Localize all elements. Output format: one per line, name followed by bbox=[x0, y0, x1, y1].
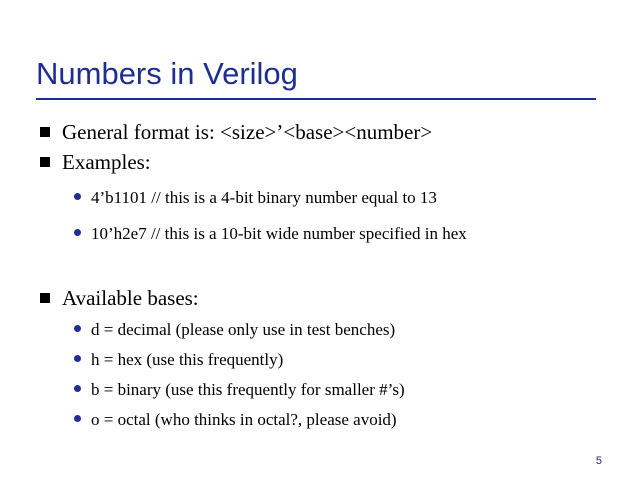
round-bullet-icon bbox=[74, 193, 81, 200]
base-text: b = binary (use this frequently for smaller #’s) bbox=[91, 380, 405, 399]
round-bullet-icon bbox=[74, 415, 81, 422]
bullet-text: General format is: <size>’<base><number> bbox=[62, 120, 433, 144]
bullet-text: Available bases: bbox=[62, 286, 199, 310]
base-text: d = decimal (please only use in test benches) bbox=[91, 320, 396, 339]
square-bullet-icon bbox=[40, 127, 50, 137]
bullet-available-bases bbox=[40, 286, 199, 311]
square-bullet-icon bbox=[40, 293, 50, 303]
round-bullet-icon bbox=[74, 229, 81, 236]
example-item bbox=[74, 224, 467, 244]
base-item bbox=[74, 320, 395, 340]
bullet-examples bbox=[40, 150, 151, 175]
slide-title: Numbers in Verilog bbox=[36, 56, 298, 91]
title-underline bbox=[36, 98, 596, 100]
bullet-general-format bbox=[40, 120, 432, 145]
round-bullet-icon bbox=[74, 325, 81, 332]
base-item bbox=[74, 350, 283, 370]
page-number: 5 bbox=[595, 455, 602, 467]
base-text: h = hex (use this frequently) bbox=[91, 350, 284, 369]
round-bullet-icon bbox=[74, 385, 81, 392]
base-text: o = octal (who thinks in octal?, please avoid) bbox=[91, 410, 397, 429]
example-text: 10’h2e7 // this is a 10-bit wide number specified in hex bbox=[91, 224, 467, 243]
example-item bbox=[74, 188, 437, 208]
example-text: 4’b1101 // this is a 4-bit binary number equal to 13 bbox=[91, 188, 437, 207]
bullet-text: Examples: bbox=[62, 150, 151, 174]
base-item bbox=[74, 410, 397, 430]
square-bullet-icon bbox=[40, 157, 50, 167]
round-bullet-icon bbox=[74, 355, 81, 362]
base-item bbox=[74, 380, 405, 400]
